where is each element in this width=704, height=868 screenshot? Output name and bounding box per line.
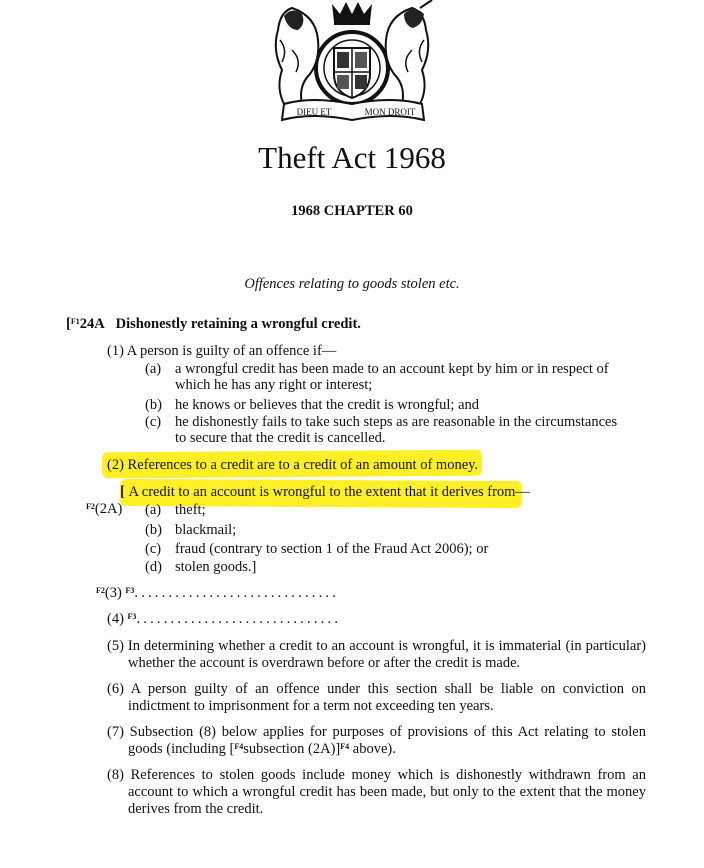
part-heading: Offences relating to goods stolen etc. [244,276,460,292]
s1-item-a-line2: which he has any right or interest; [175,377,373,393]
s2A-item-b-text: blackmail; [175,522,237,538]
s2A-number: (2A) [94,501,123,517]
repealed-dots: .............................. [136,611,342,627]
s7-text-1: (7) Subsection (8) below applies for purposes of provisions of this Act relating to stolen goods (including [ [107,724,646,757]
s1-item-c-label: (c) [145,414,162,430]
repealed-dots: .............................. [134,585,340,601]
s1-item-a-label: (a) [145,361,162,377]
footnote-ref-f4[interactable]: F4 [340,742,350,751]
subsection-4-repealed [107,611,341,628]
motto-right: MON DROIT [364,107,416,117]
subsection-1-intro: (1) A person is guilty of an offence if— [107,343,337,359]
footnote-ref-f1[interactable]: F1 [70,317,80,326]
s1-item-a-line1: a wrongful credit has been made to an account kept by him or in respect of [175,361,609,377]
subsection-2A-intro [120,484,530,501]
footnote-ref-f2[interactable]: F2 [86,502,95,511]
motto-left: DIEU ET [296,107,332,117]
chapter-number: 1968 CHAPTER 60 [291,203,413,219]
section-open-bracket: [ [66,316,71,332]
s1-item-c-line2: to secure that the credit is cancelled. [175,430,386,446]
s2A-item-b-label: (b) [145,522,162,538]
s7-text-3: above). [349,741,396,757]
subsection-3-repealed [96,585,339,602]
s1-item-c-line1: he dishonestly fails to take such steps as are reasonable in the circumstances [175,414,618,430]
subsection-6: (6) A person guilty of an offence under this section shall be liable on conviction on indictment to imprisonment for a term not exceeding ten years. [107,681,646,714]
s1-item-b-text: he knows or believes that the credit is wrongful; and [175,397,480,413]
footnote-ref-f3[interactable]: F3 [127,612,137,621]
s2A-intro-text: A credit to an account is wrongful to the extent that it derives from— [128,484,530,500]
s2A-item-d-text: stolen goods.] [175,559,257,575]
s2A-open-bracket: [ [120,484,125,500]
subsection-2A-label [86,501,122,518]
s3-number: (3) [104,585,122,601]
section-number: 24A [79,316,105,332]
s1-item-b-label: (b) [145,397,162,413]
subsection-2: (2) References to a credit are to a credit of an amount of money. [107,457,479,473]
subsection-8: (8) References to stolen goods include money which is dishonestly withdrawn from an account to which a wrongful credit has been made, but only to the extent that the money derives from the credit. [107,767,646,817]
section-heading [66,316,361,333]
s2A-item-a-label: (a) [145,502,162,518]
footnote-ref-f2[interactable]: F2 [96,586,105,595]
footnote-ref-f4[interactable]: F4 [234,742,244,751]
subsection-5: (5) In determining whether a credit to an account is wrongful, it is immaterial (in particular) whether the account is overdrawn before or after the credit is made. [107,638,646,671]
section-title: Dishonestly retaining a wrongful credit. [115,316,361,332]
s7-text-2: subsection (2A)] [243,741,341,757]
s2A-item-a-text: theft; [175,502,206,518]
act-title: Theft Act 1968 [258,140,446,175]
footnote-ref-f3[interactable]: F3 [125,586,135,595]
s2A-item-c-text: fraud (contrary to section 1 of the Fraud Act 2006); or [175,541,489,557]
s2A-item-c-label: (c) [145,541,162,557]
subsection-7 [107,724,646,758]
s4-number: (4) [107,611,124,627]
s2A-item-d-label: (d) [145,559,162,575]
royal-coat-of-arms-icon [262,0,442,122]
